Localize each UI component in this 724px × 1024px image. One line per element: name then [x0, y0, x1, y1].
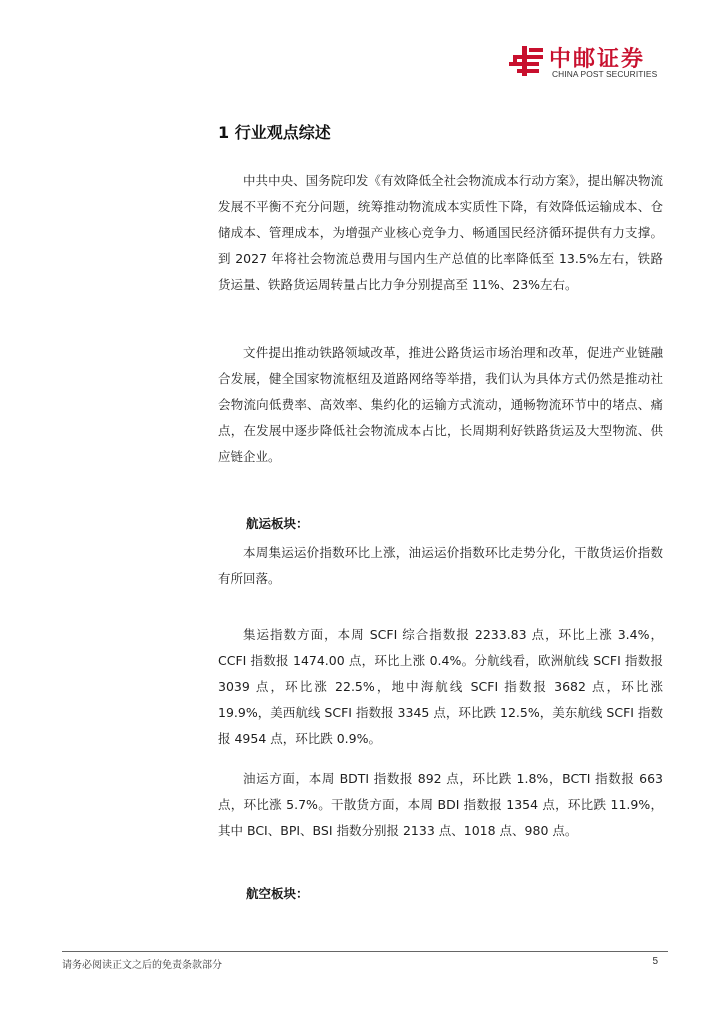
oil-bulk-paragraph: 油运方面，本周 BDTI 指数报 892 点，环比跌 1.8%，BCTI 指数报 663 点，环比涨 5.7%。干散货方面，本周 BDI 指数报 1354 点，环比跌 11.9%，其中 BCI、BPI、BSI 指数分别报 2133 点、1018 点、980 点。 [218, 771, 663, 838]
aviation-heading: 航空板块： [246, 886, 309, 901]
shipping-summary: 本周集运运价指数环比上涨，油运运价指数环比走势分化，干散货运价指数有所回落。 [218, 545, 663, 586]
brand-header [509, 40, 669, 85]
china-post-logo-icon [509, 46, 543, 76]
container-index-paragraph: 集运指数方面，本周 SCFI 综合指数报 2233.83 点，环比上涨 3.4%，CCFI 指数报 1474.00 点，环比上涨 0.4%。分航线看，欧洲航线 SCFI 指数报 3039 点，环比涨 22.5%，地中海航线 SCFI 指数报 3682 点，环比涨 19.9%，美西航线 SCFI 指数报 3345 点，环比跌 12.5%，美东航线 SCFI 指数报 4954 点，环比跌 0.9%。 [218, 627, 663, 746]
brand-name-cn: 中邮证券 [549, 47, 646, 72]
paragraph-analysis: 文件提出推动铁路领域改革，推进公路货运市场治理和改革，促进产业链融合发展，健全国家物流枢纽及道路网络等举措，我们认为具体方式仍然是推动社会物流向低费率、高效率、集约化的运输方式流动，通畅物流环节中的堵点、痛点，在发展中逐步降低社会物流成本占比，长周期利好铁路货运及大型物流、供应链企业。 [218, 345, 663, 464]
brand-name-en: CHINA POST SECURITIES [552, 69, 658, 79]
footer-disclaimer: 请务必阅读正文之后的免责条款部分 [62, 960, 222, 971]
page-number: 5 [652, 956, 658, 967]
shipping-heading: 航运板块： [246, 516, 309, 531]
section-title: 1 行业观点综述 [218, 123, 331, 142]
paragraph-policy: 中共中央、国务院印发《有效降低全社会物流成本行动方案》，提出解决物流发展不平衡不充分问题，统筹推动物流成本实质性下降，有效降低运输成本、仓储成本、管理成本，为增强产业核心竞争力、畅通国民经济循环提供有力支撑。到 2027 年将社会物流总费用与国内生产总值的比率降低至 13.5%左右，铁路货运量、铁路货运周转量占比力争分别提高至 11%、23%左右。 [218, 173, 663, 292]
footer-divider [62, 951, 668, 952]
